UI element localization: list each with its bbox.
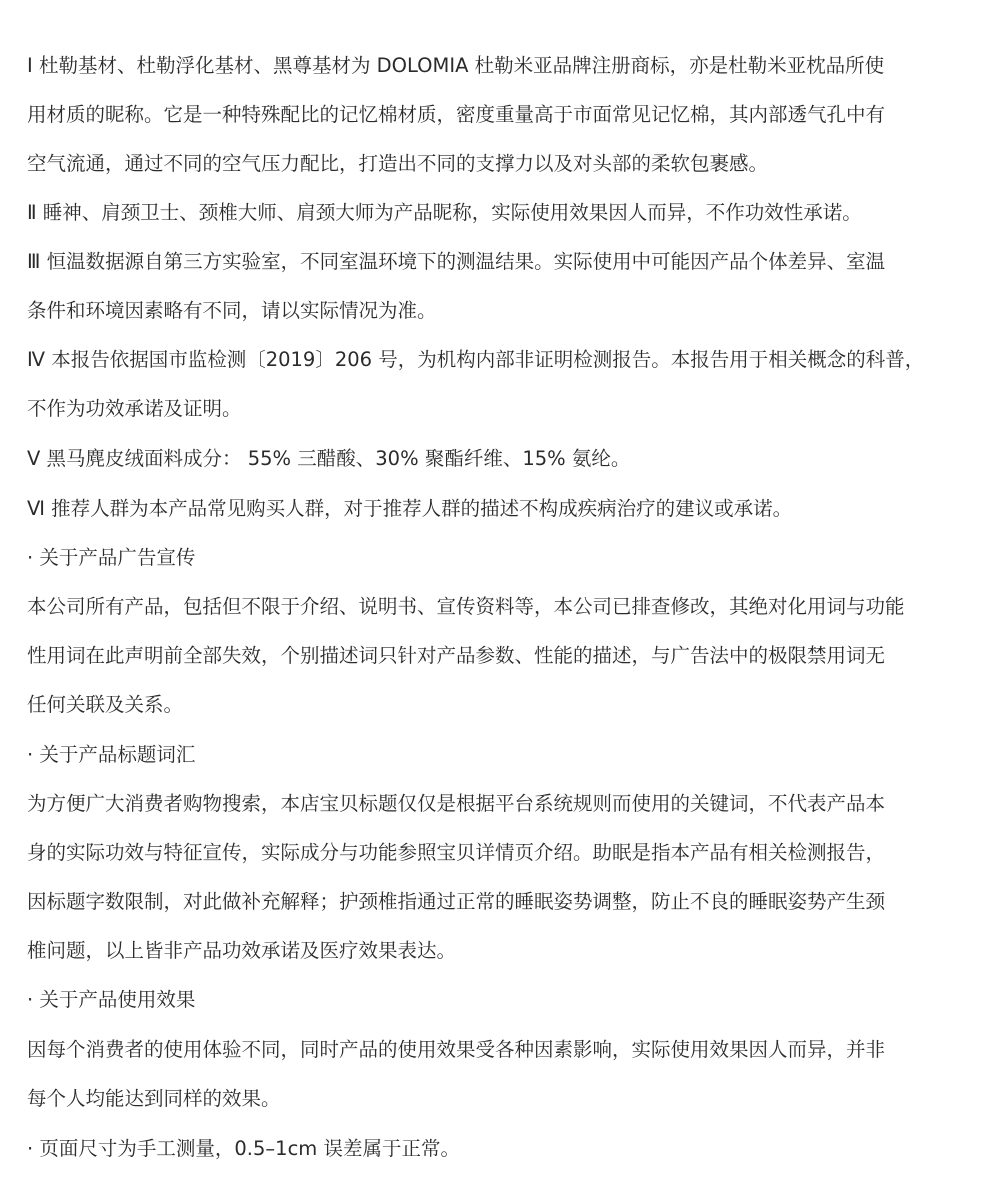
- note-2-line-1: Ⅱ 睡神、肩颈卫士、颈椎大师、肩颈大师为产品昵称，实际使用效果因人而异，不作功效性承诺。: [27, 201, 862, 224]
- note-4-line-2: 不作为功效承诺及证明。: [27, 397, 242, 420]
- usage-effect-heading: · 关于产品使用效果: [27, 988, 196, 1011]
- title-words-line-4: 椎问题，以上皆非产品功效承诺及医疗效果表达。: [27, 939, 457, 962]
- note-5-line-1: Ⅴ 黑马麂皮绒面料成分： 55% 三醋酸、30% 聚酯纤维、15% 氨纶。: [27, 447, 631, 470]
- advertising-line-2: 性用词在此声明前全部失效，个别描述词只针对产品参数、性能的描述，与广告法中的极限禁用词无: [27, 644, 886, 667]
- title-words-line-3: 因标题字数限制，对此做补充解释；护颈椎指通过正常的睡眠姿势调整，防止不良的睡眠姿势产生颈: [27, 890, 886, 913]
- size-note: · 页面尺寸为手工测量，0.5–1cm 误差属于正常。: [27, 1137, 460, 1160]
- note-1-line-1: Ⅰ 杜勒基材、杜勒浮化基材、黑尊基材为 DOLOMIA 杜勒米亚品牌注册商标，亦是杜勒米亚枕品所使: [27, 54, 885, 77]
- note-1-line-2: 用材质的昵称。它是一种特殊配比的记忆棉材质，密度重量高于市面常见记忆棉，其内部透气孔中有: [27, 103, 886, 126]
- usage-effect-line-2: 每个人均能达到同样的效果。: [27, 1087, 281, 1110]
- note-3-line-2: 条件和环境因素略有不同，请以实际情况为准。: [27, 299, 437, 322]
- title-words-heading: · 关于产品标题词汇: [27, 743, 196, 766]
- usage-effect-line-1: 因每个消费者的使用体验不同，同时产品的使用效果受各种因素影响，实际使用效果因人而异，并非: [27, 1038, 886, 1061]
- advertising-heading: · 关于产品广告宣传: [27, 546, 196, 569]
- advertising-line-1: 本公司所有产品，包括但不限于介绍、说明书、宣传资料等，本公司已排查修改，其绝对化用词与功能: [27, 595, 905, 618]
- title-words-line-2: 身的实际功效与特征宣传，实际成分与功能参照宝贝详情页介绍。助眠是指本产品有相关检测报告，: [27, 841, 886, 864]
- note-6-line-1: Ⅵ 推荐人群为本产品常见购买人群，对于推荐人群的描述不构成疾病治疗的建议或承诺。: [27, 497, 793, 520]
- note-3-line-1: Ⅲ 恒温数据源自第三方实验室，不同室温环境下的测温结果。实际使用中可能因产品个体差异、室温: [27, 250, 886, 273]
- advertising-line-3: 任何关联及关系。: [27, 693, 184, 716]
- note-1-line-3: 空气流通，通过不同的空气压力配比，打造出不同的支撑力以及对头部的柔软包裹感。: [27, 152, 769, 175]
- title-words-line-1: 为方便广大消费者购物搜索，本店宝贝标题仅仅是根据平台系统规则而使用的关键词，不代表产品本: [27, 792, 886, 815]
- note-4-line-1: Ⅳ 本报告依据国市监检测〔2019〕206 号，为机构内部非证明检测报告。本报告用于相关概念的科普，: [27, 348, 925, 371]
